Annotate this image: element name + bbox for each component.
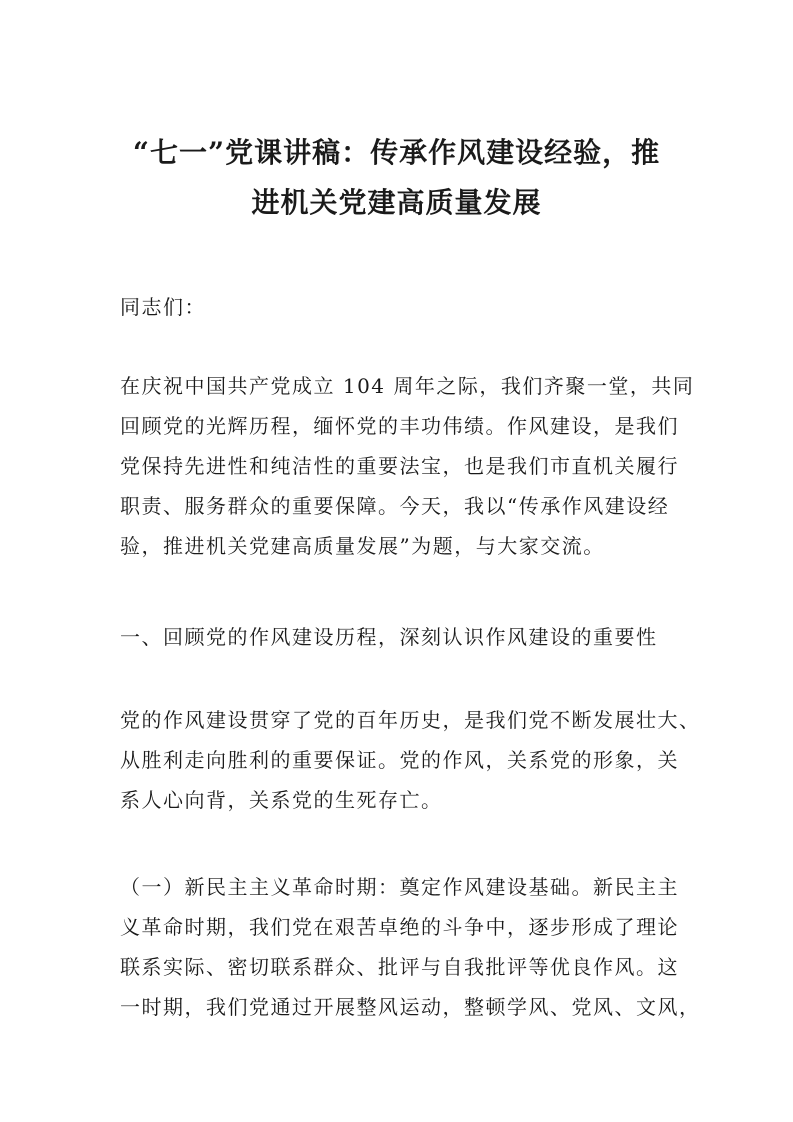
section-heading — [120, 617, 685, 657]
intro-paragraph — [120, 366, 695, 566]
text-line: （一）新民主主义革命时期：奠定作风建设基础。新民主主 — [120, 875, 679, 899]
text-line: 义革命时期，我们党在艰苦卓绝的斗争中，逐步形成了理论 — [120, 915, 679, 939]
document-title — [100, 128, 693, 228]
text-line: 在庆祝中国共产党成立 104 周年之际，我们齐聚一堂，共同 — [120, 374, 695, 398]
text-line: 验，推进机关党建高质量发展”为题，与大家交流。 — [120, 534, 605, 558]
text-line: 回顾党的光辉历程，缅怀党的丰功伟绩。作风建设，是我们 — [120, 414, 679, 438]
text-line: 从胜利走向胜利的重要保证。党的作风，关系党的形象，关 — [120, 748, 679, 772]
title-line: “七一”党课讲稿：传承作风建设经验，推 — [132, 136, 661, 169]
text-line: 党保持先进性和纯洁性的重要法宝，也是我们市直机关履行 — [120, 454, 679, 478]
text-line: 党的作风建设贯穿了党的百年历史，是我们党不断发展壮大、 — [120, 708, 701, 732]
text-line: 系人心向背，关系党的生死存亡。 — [120, 788, 443, 812]
text-line: 职责、服务群众的重要保障。今天，我以“传承作风建设经 — [120, 494, 670, 518]
title-line: 进机关党建高质量发展 — [251, 186, 542, 219]
salutation-text: 同志们： — [120, 295, 206, 319]
body-paragraph — [120, 700, 701, 820]
section-heading-text: 一、回顾党的作风建设历程，深刻认识作风建设的重要性 — [120, 625, 658, 649]
text-line: 一时期，我们党通过开展整风运动，整顿学风、党风、文风， — [120, 995, 701, 1019]
text-line: 联系实际、密切联系群众、批评与自我批评等优良作风。这 — [120, 955, 679, 979]
subsection-paragraph — [120, 867, 701, 1027]
salutation — [120, 287, 685, 327]
